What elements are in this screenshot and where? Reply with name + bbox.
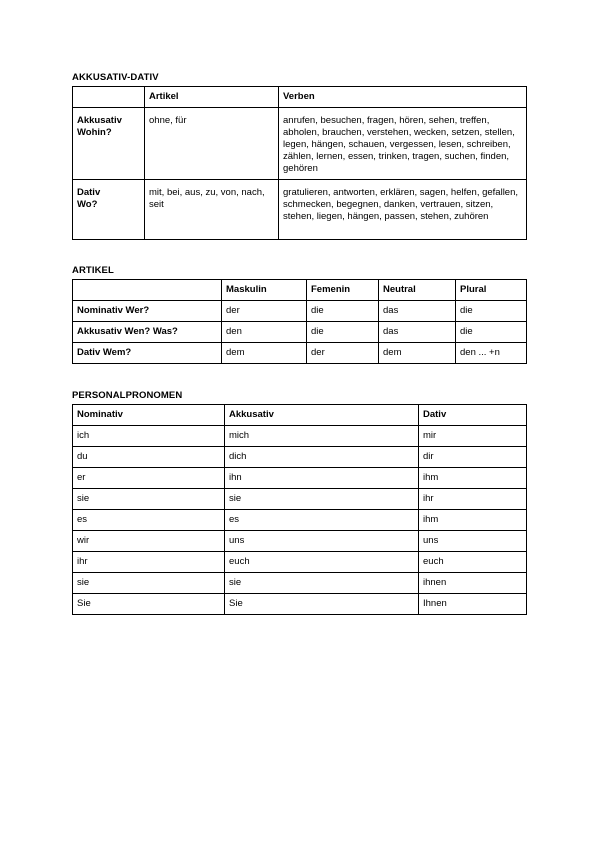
header-cell-plural: Plural [456,280,527,301]
table-cell: dem [222,343,307,364]
table-cell: dir [419,447,527,468]
table-cell: er [73,468,225,489]
section-title-artikel: ARTIKEL [72,265,114,276]
table-row [73,489,527,510]
table-cell: der [307,343,379,364]
table-cell: ihr [73,552,225,573]
table-cell: die [456,301,527,322]
header-cell-artikel: Artikel [145,87,279,108]
table-cell: den [222,322,307,343]
header-cell-verben: Verben [279,87,527,108]
table-row [73,343,527,364]
verben-cell: gratulieren, antworten, erklären, sagen, helfen, gefallen, schmecken, begegnen, danken, vertrauen, sitzen, stehen, liegen, hängen, passen, stehen, zuhören [279,180,527,240]
table-cell: ihm [419,510,527,531]
table-row [73,426,527,447]
table-row [73,594,527,615]
table-cell: ihr [419,489,527,510]
verben-cell: anrufen, besuchen, fragen, hören, sehen, treffen, abholen, brauchen, verstehen, wecken, setzen, stellen, legen, hängen, schauen, vergessen, lesen, schreiben, zählen, lernen, essen, trinken, tragen, suchen, finden, gehören [279,108,527,180]
table-cell: ihnen [419,573,527,594]
table-cell: ihn [225,468,419,489]
table-row [73,468,527,489]
table-cell: ihm [419,468,527,489]
table-cell: die [456,322,527,343]
table-row [73,108,527,180]
table-cell: sie [73,573,225,594]
table-cell: das [379,301,456,322]
table-cell: euch [225,552,419,573]
table-cell: mich [225,426,419,447]
table-cell: der [222,301,307,322]
table-cell: du [73,447,225,468]
row-label-nominativ: Nominativ Wer? [73,301,222,322]
artikel-cell: mit, bei, aus, zu, von, nach, seit [145,180,279,240]
table-row [73,322,527,343]
table-header-row [73,280,527,301]
header-cell-dativ: Dativ [419,405,527,426]
header-cell-maskulin: Maskulin [222,280,307,301]
table-row [73,301,527,322]
table-row [73,573,527,594]
table-cell: die [307,322,379,343]
section-title-personalpronomen: PERSONALPRONOMEN [72,390,183,401]
table-cell: sie [225,489,419,510]
artikel-table [72,279,527,364]
table-cell: dem [379,343,456,364]
table-cell: dich [225,447,419,468]
table-cell: ich [73,426,225,447]
header-cell-nominativ: Nominativ [73,405,225,426]
table-header-row [73,405,527,426]
header-cell-empty [73,280,222,301]
table-cell: uns [419,531,527,552]
table-cell: die [307,301,379,322]
table-cell: Sie [73,594,225,615]
table-cell: den ... +n [456,343,527,364]
table-row [73,531,527,552]
row-label-akkusativ: Akkusativ Wohin? [73,108,145,180]
artikel-cell: ohne, für [145,108,279,180]
row-label-dativ: Dativ Wem? [73,343,222,364]
row-label-akkusativ: Akkusativ Wen? Was? [73,322,222,343]
table-cell: euch [419,552,527,573]
table-cell: das [379,322,456,343]
table-cell: wir [73,531,225,552]
table-cell: sie [225,573,419,594]
header-cell-femenin: Femenin [307,280,379,301]
table-cell: es [73,510,225,531]
section-title-akkusativ-dativ: AKKUSATIV-DATIV [72,72,159,83]
row-label-dativ: Dativ Wo? [73,180,145,240]
table-cell: mir [419,426,527,447]
personalpronomen-table [72,404,527,615]
table-row [73,447,527,468]
table-cell: uns [225,531,419,552]
table-header-row [73,87,527,108]
table-cell: es [225,510,419,531]
akkusativ-dativ-table [72,86,527,240]
table-cell: sie [73,489,225,510]
header-cell-neutral: Neutral [379,280,456,301]
table-cell: Ihnen [419,594,527,615]
header-cell-empty [73,87,145,108]
table-cell: Sie [225,594,419,615]
table-row [73,510,527,531]
table-row [73,180,527,240]
header-cell-akkusativ: Akkusativ [225,405,419,426]
table-row [73,552,527,573]
